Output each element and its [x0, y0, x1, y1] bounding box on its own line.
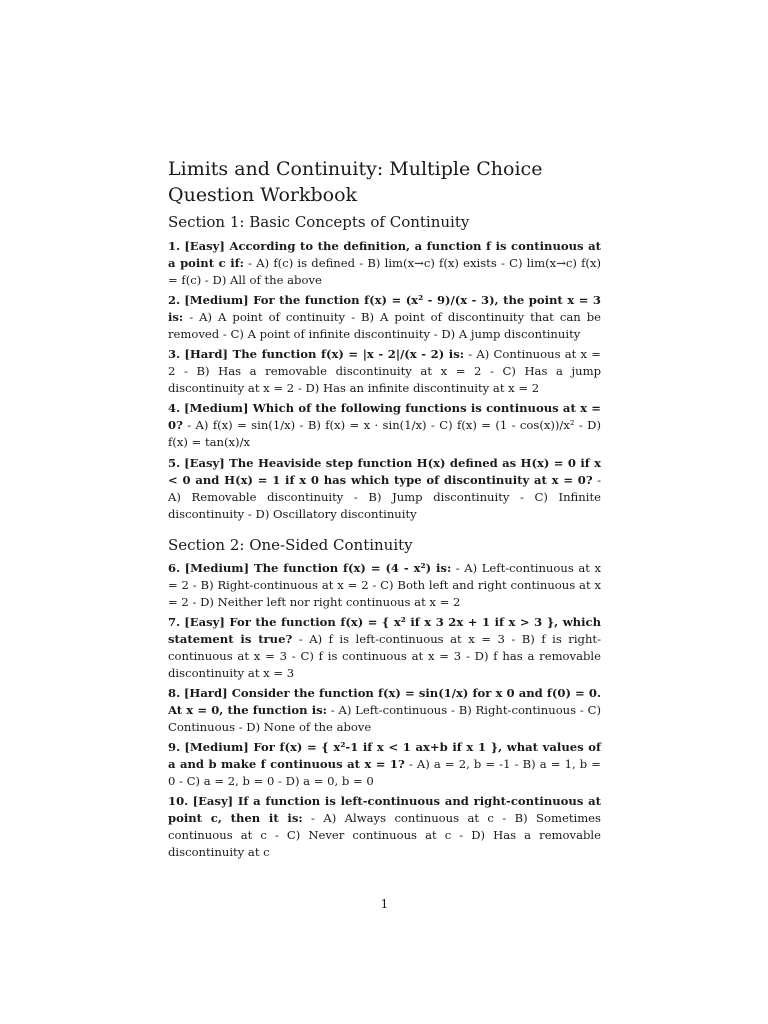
- question-1: [168, 238, 601, 289]
- question-7: [168, 614, 601, 682]
- question-3: [168, 346, 601, 397]
- document-title: Limits and Continuity: Multiple Choice Question Workbook: [168, 158, 543, 206]
- question-5: [168, 455, 601, 523]
- question-number: 4.: [168, 401, 181, 415]
- question-options: - A) A point of continuity - B) A point of discontinuity that can be removed - C) A point of infinite discontinuity - D) A jump discontinuity: [168, 310, 601, 341]
- question-stem: [Easy] For the function f(x) = { x² if x 3 2x + 1 if x > 3 }, which statement is true?: [168, 615, 602, 646]
- question-2: [168, 292, 601, 343]
- question-options: - A) Removable discontinuity - B) Jump discontinuity - C) Infinite discontinuity - D) Oscillatory discontinuity: [168, 473, 601, 521]
- question-8: [168, 685, 601, 736]
- question-number: 1.: [168, 239, 181, 253]
- question-number: 10.: [168, 794, 189, 808]
- question-stem: [Medium] For f(x) = { x²-1 if x < 1 ax+b if x 1 }, what values of a and b make f continuous at x = 1?: [168, 740, 601, 771]
- question-stem: [Medium] The function f(x) = (4 - x²) is:: [184, 561, 452, 575]
- question-options: - A) Always continuous at c - B) Sometimes continuous at c - C) Never continuous at c - D) Has a removable discontinuity at c: [168, 811, 601, 859]
- question-number: 7.: [168, 615, 181, 629]
- question-stem: [Hard] The function f(x) = |x - 2|/(x - 2) is:: [184, 347, 465, 361]
- question-number: 6.: [168, 561, 181, 575]
- section-1-heading: Section 1: Basic Concepts of Continuity: [168, 213, 470, 231]
- question-number: 8.: [168, 686, 181, 700]
- question-options: - A) f is left-continuous at x = 3 - B) f is right-continuous at x = 3 - C) f is continuous at x = 3 - D) f has a removable discontinuity at x = 3: [168, 632, 602, 680]
- question-9: [168, 739, 601, 790]
- question-number: 2.: [168, 293, 181, 307]
- question-options: - A) Continuous at x = 2 - B) Has a removable discontinuity at x = 2 - C) Has a jump discontinuity at x = 2 - D) Has an infinite discontinuity at x = 2: [168, 347, 602, 395]
- question-number: 9.: [168, 740, 181, 754]
- question-10: [168, 793, 601, 861]
- question-stem: [Easy] If a function is left-continuous and right-continuous at point c, then it is:: [168, 794, 601, 825]
- question-options: - A) Left-continuous at x = 2 - B) Right-continuous at x = 2 - C) Both left and right continuous at x = 2 - D) Neither left nor right continuous at x = 2: [168, 561, 602, 609]
- question-number: 3.: [168, 347, 181, 361]
- question-stem: [Hard] Consider the function f(x) = sin(1/x) for x 0 and f(0) = 0. At x = 0, the function is:: [168, 686, 602, 717]
- question-number: 5.: [168, 456, 181, 470]
- section-2-heading: Section 2: One-Sided Continuity: [168, 536, 413, 554]
- page-number: 1: [380, 897, 389, 911]
- question-6: [168, 560, 601, 611]
- question-stem: [Easy] According to the definition, a function f is continuous at a point c if:: [168, 239, 601, 270]
- question-options: - A) f(x) = sin(1/x) - B) f(x) = x · sin(1/x) - C) f(x) = (1 - cos(x))/x² - D) f(x) = tan(x)/x: [168, 418, 602, 449]
- question-options: - A) a = 2, b = -1 - B) a = 1, b = 0 - C) a = 2, b = 0 - D) a = 0, b = 0: [168, 757, 601, 788]
- question-stem: [Medium] For the function f(x) = (x² - 9)/(x - 3), the point x = 3 is:: [168, 293, 601, 324]
- question-stem: [Easy] The Heaviside step function H(x) defined as H(x) = 0 if x < 0 and H(x) = 1 if x 0 has which type of discontinuity at x = 0?: [168, 456, 602, 487]
- question-4: [168, 400, 601, 451]
- question-options: - A) Left-continuous - B) Right-continuous - C) Continuous - D) None of the above: [168, 703, 601, 734]
- question-options: - A) f(c) is defined - B) lim(x→c) f(x) exists - C) lim(x→c) f(x) = f(c) - D) All of the above: [168, 256, 602, 287]
- question-stem: [Medium] Which of the following functions is continuous at x = 0?: [168, 401, 601, 432]
